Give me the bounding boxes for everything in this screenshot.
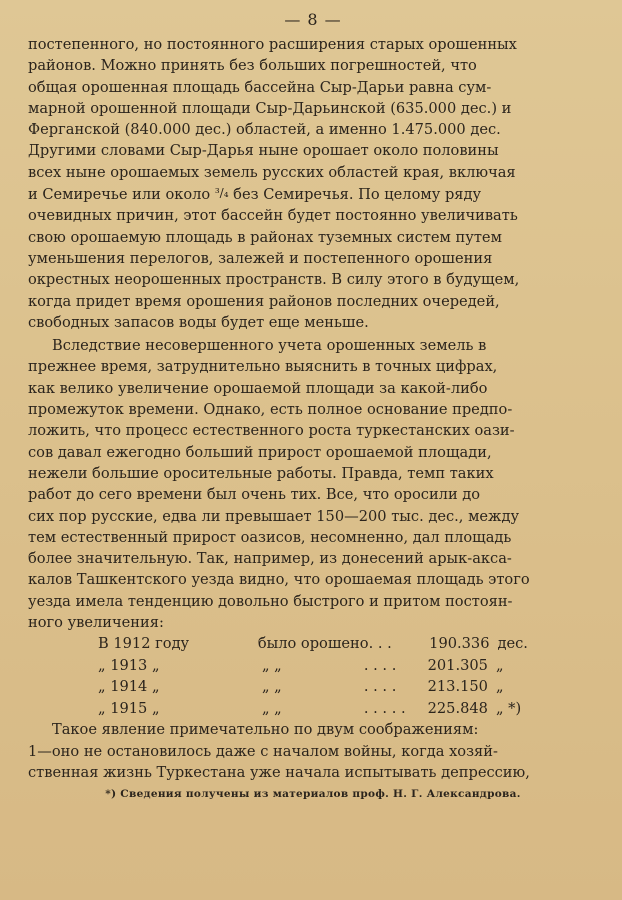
table-row: [98, 633, 558, 655]
table-value: 190.336: [429, 635, 490, 653]
text-line: ного увеличения:: [28, 614, 164, 632]
irrigation-table: [98, 633, 558, 719]
text-line: свободных запасов воды будет еще меньше.: [28, 313, 369, 331]
text-line: [28, 183, 598, 205]
table-unit: дес.: [497, 635, 528, 653]
text-line: свою орошаемую площадь в районах туземных систем путем: [28, 228, 502, 246]
text-line: тем естественный прирост оазисов, несомненно, дал площадь: [28, 528, 512, 546]
text-line: промежуток времени. Однако, есть полное основание предпо-: [28, 401, 513, 419]
text-line: Такое явление примечательно по двум соображениям:: [52, 721, 479, 739]
page-number: — 8 —: [284, 10, 342, 29]
table-row: [98, 698, 558, 720]
text-line: когда придет время орошения районов последних очередей,: [28, 292, 500, 310]
table-unit: „: [495, 678, 504, 696]
text-line: Вследствие несовершенного учета орошенных земель в: [52, 337, 487, 355]
text-line: марной орошенной площади Сыр-Дарьинской (635.000 дес.) и: [28, 99, 512, 117]
table-unit: „: [495, 656, 504, 674]
table-verb: „ „: [261, 678, 282, 696]
table-value: 225.848: [427, 699, 488, 717]
table-verb: „ „: [261, 699, 282, 717]
text-line: очевидных причин, этот бассейн будет постоянно увеличивать: [28, 207, 518, 225]
paragraph-2: [28, 335, 598, 633]
table-value: 201.305: [427, 656, 488, 674]
text-line: общая орошенная площадь бассейна Сыр-Дарьи равна сум-: [28, 78, 492, 96]
text-line: нежели большие оросительные работы. Правда, темп таких: [28, 464, 494, 482]
text-segment: и Семиречье или около: [28, 186, 211, 204]
text-line: ственная жизнь Туркестана уже начала испытывать депрессию,: [28, 763, 530, 781]
text-line: более значительную. Так, например, из донесений арык-акса-: [28, 550, 512, 568]
table-row: [98, 655, 558, 677]
table-value: 213.150: [427, 678, 488, 696]
fraction: ³/₄: [214, 186, 229, 201]
table-year: В 1912 году: [98, 635, 190, 653]
paragraph-3: [28, 719, 598, 783]
text-line: калов Ташкентского уезда видно, что орошаемая площадь этого: [28, 571, 530, 589]
table-verb: было орошено: [257, 635, 369, 653]
footnote: *) Сведения получены из материалов проф. Н. Г. Александрова.: [105, 788, 521, 801]
table-dots: . . . .: [363, 656, 397, 674]
table-dots: . . . .: [363, 678, 397, 696]
text-line: уменьшения перелогов, залежей и постепенного орошения: [28, 249, 493, 267]
text-line: Другими словами Сыр-Дарья ныне орошает около половины: [28, 142, 499, 160]
text-line: прежнее время, затруднительно выяснить в точных цифрах,: [28, 358, 498, 376]
text-line: окрестных неорошенных пространств. В силу этого в будущем,: [28, 271, 520, 289]
text-line: постепенного, но постоянного расширения старых орошенных: [28, 36, 517, 53]
text-line: сов давал ежегодно больший прирост орошаемой площади,: [28, 443, 492, 461]
table-unit: „ *): [495, 699, 522, 717]
text-line: Ферганской (840.000 дес.) областей, а именно 1.475.000 дес.: [28, 121, 501, 139]
table-year: „ 1913 „: [98, 656, 160, 674]
table-dots: . . . . .: [363, 699, 406, 717]
paragraph-1: [28, 34, 598, 333]
table-year: „ 1915 „: [98, 699, 160, 717]
table-verb: „ „: [261, 656, 282, 674]
text-line: районов. Можно принять без больших погрешностей, что: [28, 57, 477, 75]
text-line: 1—оно не остановилось даже с началом войны, когда хозяй-: [28, 742, 498, 760]
text-line: уезда имела тенденцию довольно быстрого и притом постоян-: [28, 592, 513, 610]
text-segment: без Семиречья. По целому ряду: [233, 186, 482, 204]
text-line: ложить, что процесс естественного роста туркестанских оази-: [28, 422, 515, 440]
text-line: всех ныне орошаемых земель русских областей края, включая: [28, 163, 516, 181]
text-line: сих пор русские, едва ли превышает 150—200 тыс. дес., между: [28, 507, 520, 525]
text-line: работ до сего времени был очень тих. Все, что оросили до: [28, 486, 481, 504]
table-dots: . . .: [368, 635, 392, 653]
text-line: как велико увеличение орошаемой площади за какой-либо: [28, 379, 488, 397]
table-row: [98, 676, 558, 698]
table-year: „ 1914 „: [98, 678, 160, 696]
